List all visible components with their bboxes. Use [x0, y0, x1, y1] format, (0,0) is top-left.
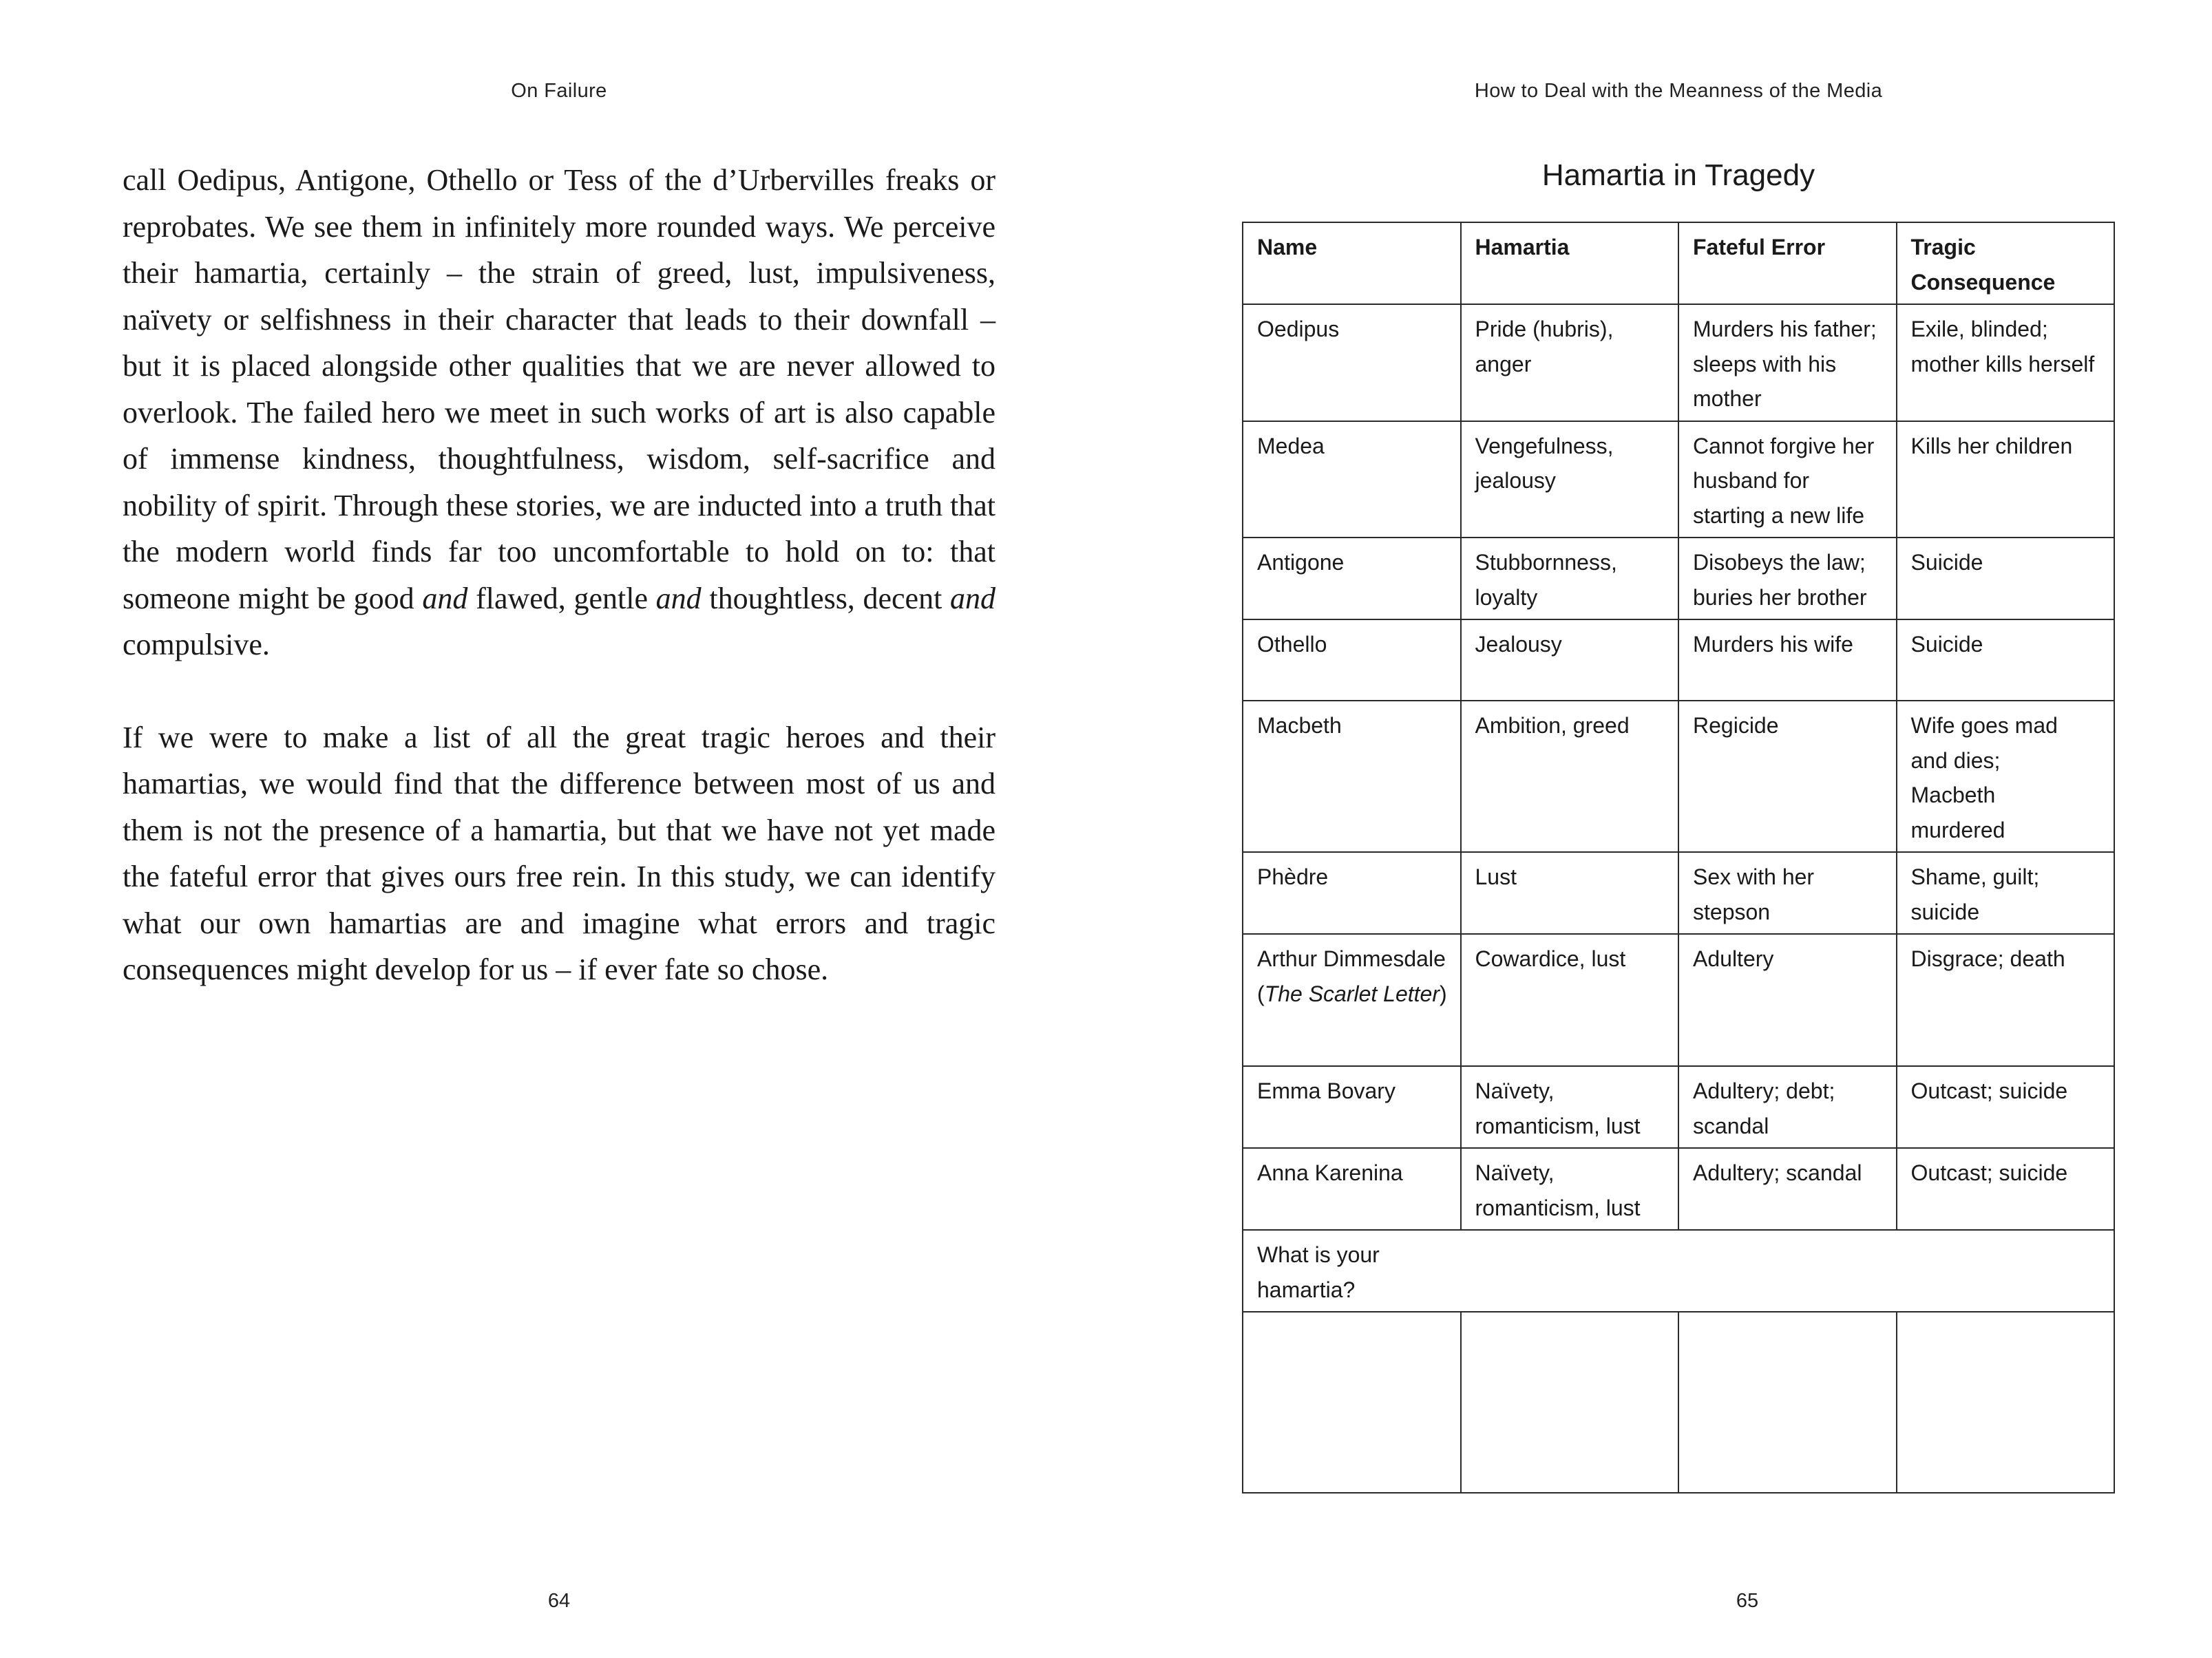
page-number-right: 65	[1736, 1590, 1759, 1612]
hamartia-table	[1242, 222, 2115, 1494]
cell-error: Disobeys the law; buries her brother	[1678, 538, 1897, 619]
column-header-name: Name	[1243, 222, 1461, 304]
answer-cell-error[interactable]	[1678, 1312, 1897, 1493]
cell-name	[1243, 934, 1461, 1066]
paragraph-1-text-a: call Oedipus, Antigone, Othello or Tess of the d’Urbervilles freaks or reprobates. We see them in infinitely more rounded ways. We perceive their hamartia, certainly – the strain of greed, lust, impulsiveness, naïvety or selfishness in their character that leads to their downfall – but it is placed alongside other qualities that we are never allowed to overlook. The failed hero we meet in such works of art is also capable of immense kindness, thoughtfulness, wisdom, self-sacrifice and nobility of spirit. Through these stories, we are inducted into a truth that the modern world finds far too uncomfortable to hold on to: that someone might be good	[123, 163, 996, 615]
cell-error: Adultery; scandal	[1678, 1148, 1897, 1230]
prompt-text: What is your hamartia?	[1257, 1242, 1380, 1302]
cell-error: Cannot forgive her husband for starting a new life	[1678, 421, 1897, 538]
cell-consequence: Shame, guilt; suicide	[1897, 852, 2115, 934]
paragraph-2: If we were to make a list of all the great tragic heroes and their hamartias, we would find that the difference between most of us and them is not the presence of a hamartia, but that we have not yet made the fateful error that gives ours free rein. In this study, we can identify what our own hamartias are and imagine what errors and tragic consequences might develop for us – if ever fate so chose.	[123, 720, 996, 986]
cell-consequence: Suicide	[1897, 538, 2115, 619]
cell-error: Sex with her stepson	[1678, 852, 1897, 934]
table-title: Hamartia in Tragedy	[1541, 158, 1815, 192]
answer-cell-name[interactable]	[1243, 1312, 1461, 1493]
table-row	[1243, 538, 2114, 619]
right-page	[1106, 0, 2212, 1658]
cell-name: Antigone	[1243, 538, 1461, 619]
cell-hamartia: Naïvety, romanticism, lust	[1461, 1148, 1679, 1230]
cell-consequence: Exile, blinded; mother kills herself	[1897, 304, 2115, 421]
cell-name: Macbeth	[1243, 701, 1461, 852]
cell-hamartia: Stubbornness, loyalty	[1461, 538, 1679, 619]
cell-name: Medea	[1243, 421, 1461, 538]
running-head-left: On Failure	[511, 80, 607, 102]
cell-hamartia: Cowardice, lust	[1461, 934, 1679, 1066]
prompt-row	[1243, 1230, 2114, 1312]
table-row	[1243, 934, 2114, 1066]
cell-consequence: Outcast; suicide	[1897, 1148, 2115, 1230]
cell-name: Emma Bovary	[1243, 1066, 1461, 1148]
body-text	[123, 157, 996, 993]
cell-hamartia: Naïvety, romanticism, lust	[1461, 1066, 1679, 1148]
table-row	[1243, 1066, 2114, 1148]
table-row	[1243, 701, 2114, 852]
cell-error: Adultery	[1678, 934, 1897, 1066]
paragraph-1-emphasis-1: and	[422, 581, 468, 615]
cell-hamartia: Vengefulness, jealousy	[1461, 421, 1679, 538]
cell-consequence: Disgrace; death	[1897, 934, 2115, 1066]
cell-consequence: Suicide	[1897, 619, 2115, 701]
table-row	[1243, 421, 2114, 538]
page-number-left: 64	[547, 1590, 571, 1612]
cell-consequence: Wife goes mad and dies; Macbeth murdered	[1897, 701, 2115, 852]
answer-cell-hamartia[interactable]	[1461, 1312, 1679, 1493]
cell-hamartia: Lust	[1461, 852, 1679, 934]
table-row	[1243, 1148, 2114, 1230]
cell-consequence: Kills her children	[1897, 421, 2115, 538]
column-header-hamartia: Hamartia	[1461, 222, 1679, 304]
blank-answer-row	[1243, 1312, 2114, 1493]
cell-error: Adultery; debt; scandal	[1678, 1066, 1897, 1148]
paragraph-1-text-c: thoughtless, decent	[701, 581, 951, 615]
answer-cell-consequence[interactable]	[1897, 1312, 2115, 1493]
paragraph-1-text-d: compulsive.	[123, 628, 270, 661]
cell-hamartia: Ambition, greed	[1461, 701, 1679, 852]
paragraph-1-text-b: flawed, gentle	[467, 581, 656, 615]
cell-name: Anna Karenina	[1243, 1148, 1461, 1230]
column-header-tragic-consequence: Tragic Consequence	[1897, 222, 2115, 304]
cell-name: Othello	[1243, 619, 1461, 701]
paragraph-1-emphasis-3: and	[950, 581, 996, 615]
cell-error: Regicide	[1678, 701, 1897, 852]
running-head-right: How to Deal with the Meanness of the Media	[1474, 80, 1883, 102]
cell-consequence: Outcast; suicide	[1897, 1066, 2115, 1148]
cell-error: Murders his wife	[1678, 619, 1897, 701]
table-row	[1243, 619, 2114, 701]
table-row	[1243, 304, 2114, 421]
cell-name: Phèdre	[1243, 852, 1461, 934]
paragraph-1-emphasis-2: and	[655, 581, 702, 615]
cell-hamartia: Jealousy	[1461, 619, 1679, 701]
cell-name-book-title: The Scarlet Letter	[1264, 981, 1440, 1006]
prompt-cell	[1243, 1230, 2114, 1312]
cell-name-text: Arthur Dimmesdale (	[1257, 946, 1446, 1006]
cell-name-suffix: )	[1440, 981, 1447, 1006]
table-header-row	[1243, 222, 2114, 304]
paragraph-1	[123, 157, 996, 668]
cell-error: Murders his father; sleeps with his mother	[1678, 304, 1897, 421]
column-header-fateful-error: Fateful Error	[1678, 222, 1897, 304]
table-row	[1243, 852, 2114, 934]
cell-name: Oedipus	[1243, 304, 1461, 421]
cell-hamartia: Pride (hubris), anger	[1461, 304, 1679, 421]
